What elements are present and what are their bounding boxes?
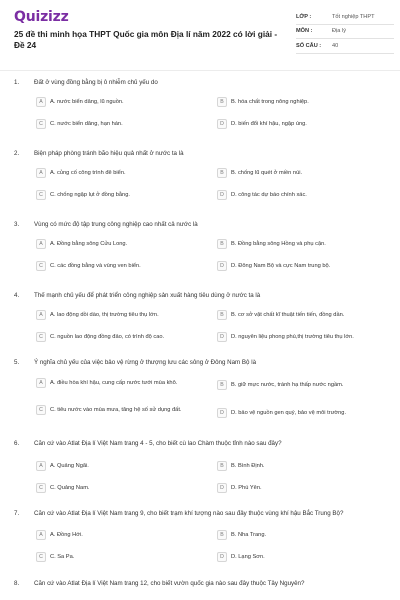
option-letter-badge: B — [217, 530, 227, 540]
question-text: Vùng có mức độ tập trung công nghiệp cao nhất cả nước là — [34, 221, 198, 228]
meta-row-grade — [296, 10, 394, 25]
meta-row-subject — [296, 25, 394, 40]
option-letter-badge: B — [217, 380, 227, 390]
option-text: D. công tác dự báo chính xác. — [231, 191, 307, 198]
option-letter-badge: C — [36, 405, 46, 415]
option-letter-badge: B — [217, 239, 227, 249]
option-text: C. các đồng bằng và vùng ven biển. — [50, 262, 141, 269]
option-d[interactable] — [217, 261, 392, 271]
question-text: Đất ở vùng đồng bằng bị ô nhiễm chủ yếu do — [34, 79, 158, 86]
option-text: C. chống ngập lụt ở đồng bằng. — [50, 191, 130, 198]
option-text: B. chống lũ quét ở miền núi. — [231, 169, 303, 176]
option-text: B. hóa chất trong nông nghiệp. — [231, 98, 309, 105]
meta-value: Tốt nghiệp THPT — [332, 13, 375, 20]
question-text: Biện pháp phòng tránh bão hiệu quả nhất ở nước ta là — [34, 150, 184, 157]
question-text: Thế mạnh chủ yếu để phát triển công nghiệp sản xuất hàng tiêu dùng ở nước ta là — [34, 292, 261, 299]
option-letter-badge: C — [36, 483, 46, 493]
option-letter-badge: D — [217, 483, 227, 493]
option-letter-badge: A — [36, 97, 46, 107]
option-a[interactable] — [36, 310, 216, 320]
option-letter-badge: B — [217, 168, 227, 178]
option-text: A. lao động dồi dào, thị trường tiêu thụ lớn. — [50, 311, 159, 318]
question-text: Ý nghĩa chủ yếu của việc bảo vệ rừng ở thượng lưu các sông ở Đông Nam Bộ là — [34, 359, 257, 366]
worksheet-meta — [296, 10, 394, 54]
option-d[interactable] — [217, 190, 392, 200]
option-text: A. Quảng Ngãi. — [50, 462, 89, 469]
option-text: B. Đồng bằng sông Hồng và phụ cận. — [231, 240, 326, 247]
option-letter-badge: B — [217, 310, 227, 320]
question-number: 8. — [14, 580, 20, 587]
option-letter-badge: C — [36, 119, 46, 129]
option-d[interactable] — [217, 552, 392, 562]
option-text: A. củng cố công trình đê biển. — [50, 169, 126, 176]
option-d[interactable] — [217, 119, 392, 129]
question-number: 5. — [14, 359, 20, 366]
option-text: D. Đông Nam Bộ và cực Nam trung bộ. — [231, 262, 331, 269]
option-text: D. Lạng Sơn. — [231, 553, 265, 560]
option-b[interactable] — [217, 461, 392, 471]
option-text: D. biến đổi khí hậu, ngập úng. — [231, 120, 307, 127]
option-text: D. Phú Yên. — [231, 484, 262, 491]
option-letter-badge: A — [36, 239, 46, 249]
option-text: B. giữ mực nước, tránh hạ thấp nước ngầm. — [231, 381, 344, 388]
question-number: 1. — [14, 79, 20, 86]
option-d[interactable] — [217, 332, 392, 342]
question-number: 6. — [14, 440, 20, 447]
question-number: 4. — [14, 292, 20, 299]
option-c[interactable] — [36, 332, 216, 342]
quizizz-logo: Quizizz — [14, 9, 69, 25]
option-letter-badge: D — [217, 332, 227, 342]
option-text: B. cơ sở vật chất kĩ thuật tiến tiến, đồng dần. — [231, 311, 345, 318]
option-a[interactable] — [36, 461, 216, 471]
option-letter-badge: A — [36, 530, 46, 540]
option-text: C. tiêu nước vào mùa mưa, tăng hệ số sử dụng đất. — [50, 406, 182, 413]
option-text: D. nguyên liệu phong phú,thị trường tiêu thụ lớn. — [231, 333, 354, 340]
option-a[interactable] — [36, 168, 216, 178]
option-text: B. Bình Định. — [231, 462, 265, 469]
option-text: C. nước biển dâng, hạn hán. — [50, 120, 123, 127]
header-divider — [0, 70, 400, 71]
meta-label: SỐ CÂU : — [296, 42, 322, 49]
option-letter-badge: C — [36, 552, 46, 562]
option-letter-badge: C — [36, 332, 46, 342]
question-text: Căn cứ vào Atlat Địa lí Việt Nam trang 12, cho biết vườn quốc gia nào sau đây thuộc Tây Nguyên? — [34, 580, 305, 587]
option-text: A. nước biển dâng, lũ nguồn. — [50, 98, 124, 105]
meta-value: 40 — [332, 42, 339, 49]
option-b[interactable] — [217, 310, 392, 320]
option-letter-badge: C — [36, 261, 46, 271]
question-number: 2. — [14, 150, 20, 157]
meta-value: Địa lý — [332, 28, 346, 35]
option-c[interactable] — [36, 552, 216, 562]
option-b[interactable] — [217, 530, 392, 540]
question-text: Căn cứ vào Atlat Địa lí Việt Nam trang 9, cho biết trạm khí tượng nào sau đây thuộc vùng khí hậu Bắc Trung Bộ? — [34, 510, 344, 517]
option-letter-badge: B — [217, 461, 227, 471]
question-number: 3. — [14, 221, 20, 228]
option-letter-badge: A — [36, 168, 46, 178]
option-text: C. nguồn lao động đồng đảo, có trình độ cao. — [50, 333, 165, 340]
option-text: C. Sa Pa. — [50, 553, 75, 560]
option-text: A. điều hòa khí hậu, cung cấp nước tưới mùa khô. — [50, 379, 178, 386]
option-letter-badge: D — [217, 190, 227, 200]
option-c[interactable] — [36, 190, 216, 200]
worksheet-header — [0, 0, 400, 70]
option-b[interactable] — [217, 380, 392, 390]
option-text: B. Nha Trang. — [231, 531, 267, 538]
option-d[interactable] — [217, 483, 392, 493]
option-c[interactable] — [36, 261, 216, 271]
option-c[interactable] — [36, 405, 216, 415]
option-a[interactable] — [36, 239, 216, 249]
meta-label: MÔN : — [296, 28, 313, 35]
option-letter-badge: D — [217, 119, 227, 129]
option-letter-badge: A — [36, 461, 46, 471]
option-letter-badge: A — [36, 378, 46, 388]
option-a[interactable] — [36, 97, 216, 107]
question-number: 7. — [14, 510, 20, 517]
option-text: C. Quảng Nam. — [50, 484, 90, 491]
option-letter-badge: C — [36, 190, 46, 200]
option-letter-badge: D — [217, 552, 227, 562]
meta-row-question-count — [296, 39, 394, 54]
option-letter-badge: D — [217, 261, 227, 271]
option-b[interactable] — [217, 168, 392, 178]
option-text: A. Đồng bằng sông Cửu Long. — [50, 240, 128, 247]
option-text: D. bảo vệ nguồn gen quý, bảo vệ môi trường. — [231, 409, 347, 416]
option-b[interactable] — [217, 97, 392, 107]
option-c[interactable] — [36, 119, 216, 129]
option-d[interactable] — [217, 408, 392, 418]
meta-label: LỚP : — [296, 13, 312, 20]
option-letter-badge: B — [217, 97, 227, 107]
question-text: Căn cứ vào Atlat Địa lí Việt Nam trang 4 - 5, cho biết cù lao Chàm thuộc tỉnh nào sau đây? — [34, 440, 282, 447]
option-c[interactable] — [36, 483, 216, 493]
option-letter-badge: D — [217, 408, 227, 418]
worksheet-title: 25 đề thi minh họa THPT Quốc gia môn Địa lí năm 2022 có lời giải - Đề 24 — [14, 29, 278, 50]
option-b[interactable] — [217, 239, 392, 249]
option-letter-badge: A — [36, 310, 46, 320]
option-a[interactable] — [36, 378, 206, 388]
option-text: A. Đồng Hới. — [50, 531, 83, 538]
option-a[interactable] — [36, 530, 216, 540]
